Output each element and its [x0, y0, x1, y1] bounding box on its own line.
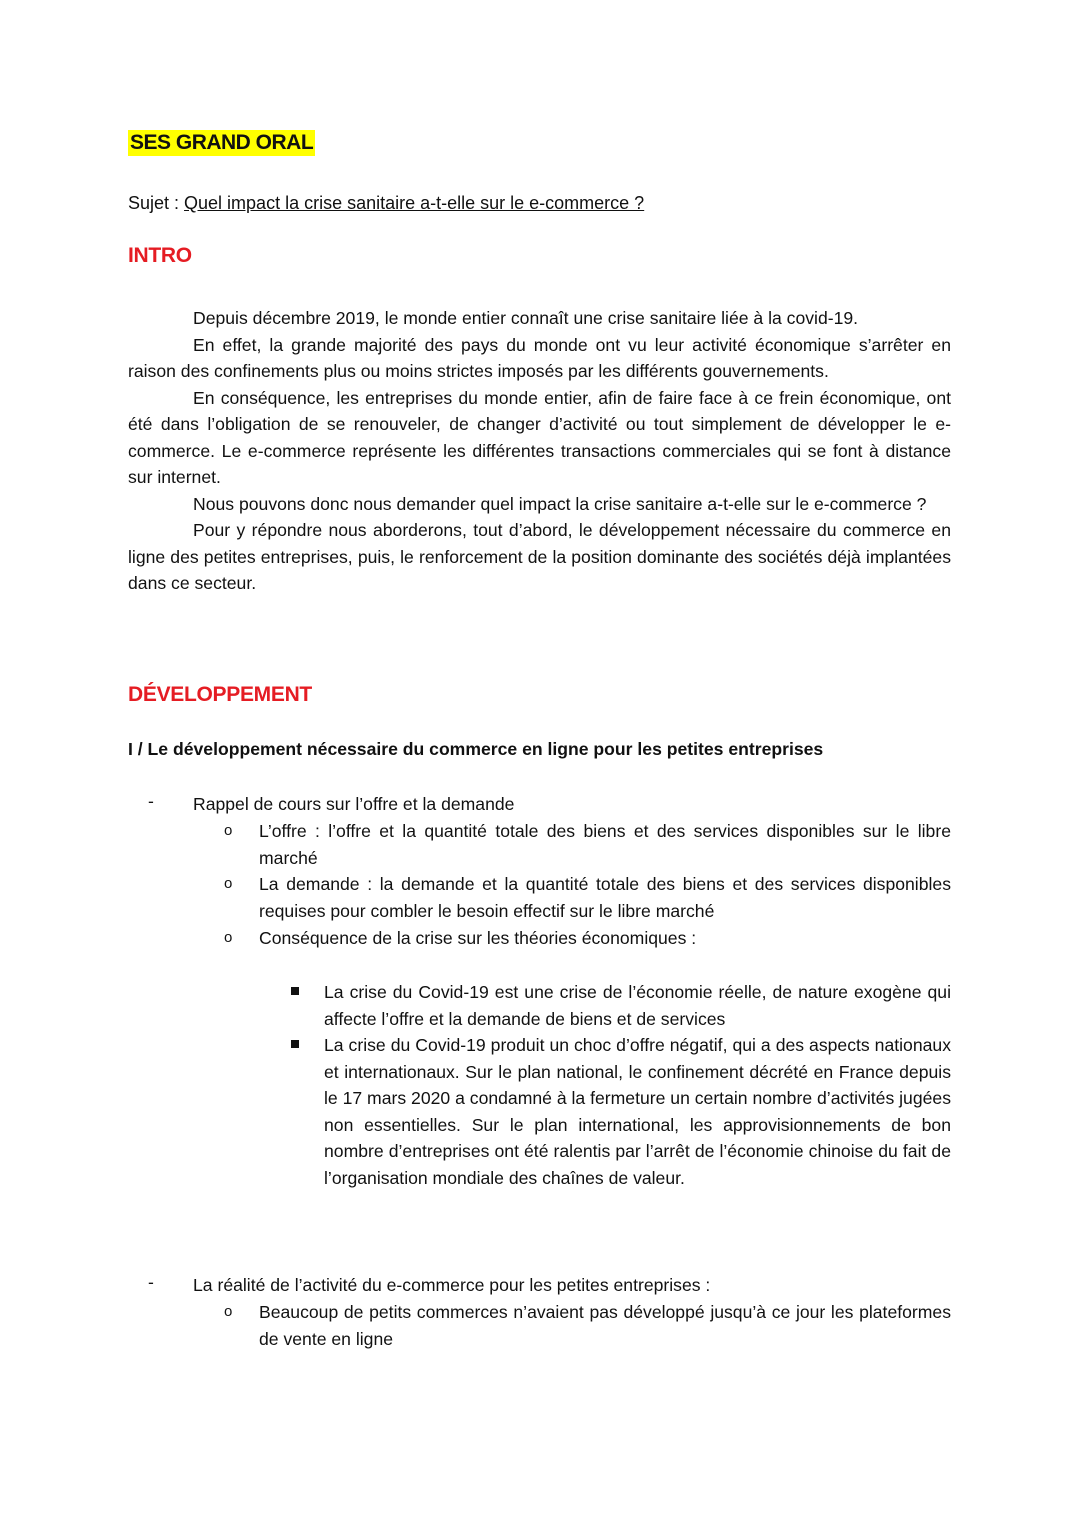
dash-bullet-marker: - [148, 791, 154, 811]
sub-bullet-item: Beaucoup de petits commerces n’avaient pas développé jusqu’à ce jour les plateformes de vente en ligne [259, 1302, 951, 1349]
sub-bullet-item: L’offre : l’offre et la quantité totale des biens et des services disponibles sur le libre marché [259, 821, 951, 868]
intro-paragraph: Pour y répondre nous aborderons, tout d’abord, le développement nécessaire du commerce en ligne des petites entreprises, puis, le renforcement de la position dominante des sociétés déjà implantées dans ce secteur. [128, 520, 951, 593]
sub-bullet-item: Conséquence de la crise sur les théories économiques : [259, 928, 697, 948]
subject-text: Quel impact la crise sanitaire a-t-elle sur le e-commerce ? [184, 193, 645, 213]
document-title: SES GRAND ORAL [130, 131, 314, 154]
subject-label: Sujet : [128, 193, 185, 213]
bullet-item: Rappel de cours sur l’offre et la demande [193, 794, 515, 814]
intro-paragraph: Depuis décembre 2019, le monde entier connaît une crise sanitaire liée à la covid-19. [193, 308, 859, 328]
sub-sub-bullet-item: La crise du Covid-19 produit un choc d’offre négatif, qui a des aspects nationaux et internationaux. Sur le plan national, le confinement décrété en France depuis le 17 mars 2020 a condamné à la fermeture un certain nombre d’activités jugées non essentielles. Sur le plan international, les approvisionnements de bon nombre d’entreprises ont été ralentis par l’arrêt de l’économie chinoise du fait de l’organisation mondiale des chaînes de valeur. [324, 1035, 951, 1188]
circle-bullet-marker: o [224, 929, 233, 946]
sub-bullet-item: La demande : la demande et la quantité totale des biens et des services disponibles requises pour combler le besoin effectif sur le libre marché [259, 874, 951, 921]
intro-paragraph: En effet, la grande majorité des pays du monde ont vu leur activité économique s’arrêter en raison des confinements plus ou moins strictes imposés par les différents gouvernements. [128, 334, 951, 381]
dash-bullet-marker: - [148, 1272, 154, 1292]
part-one-title: I / Le développement nécessaire du commerce en ligne pour les petites entreprises [128, 739, 824, 759]
intro-paragraph: Nous pouvons donc nous demander quel impact la crise sanitaire a-t-elle sur le e-commerce ? [193, 493, 927, 514]
square-bullet-icon [291, 1040, 299, 1048]
square-bullet-icon [291, 987, 299, 995]
sub-sub-bullet-item: La crise du Covid-19 est une crise de l’économie réelle, de nature exogène qui affecte l’offre et la demande de biens et de services [324, 982, 951, 1029]
circle-bullet-marker: o [224, 875, 233, 892]
bullet-item: La réalité de l’activité du e-commerce pour les petites entreprises : [193, 1275, 711, 1295]
subject-line [128, 193, 644, 214]
intro-heading: INTRO [128, 244, 192, 267]
intro-paragraph: En conséquence, les entreprises du monde entier, afin de faire face à ce frein économique, ont été dans l’obligation de se renouveler, de changer d’activité ou tout simplement de développer le e-commerce. Le e-commerce représente les différentes transactions commerciales qui se font à distance sur internet. [128, 387, 951, 487]
circle-bullet-marker: o [224, 822, 233, 839]
intro-text [128, 305, 951, 597]
development-heading: DÉVELOPPEMENT [128, 683, 312, 706]
circle-bullet-marker: o [224, 1303, 233, 1320]
